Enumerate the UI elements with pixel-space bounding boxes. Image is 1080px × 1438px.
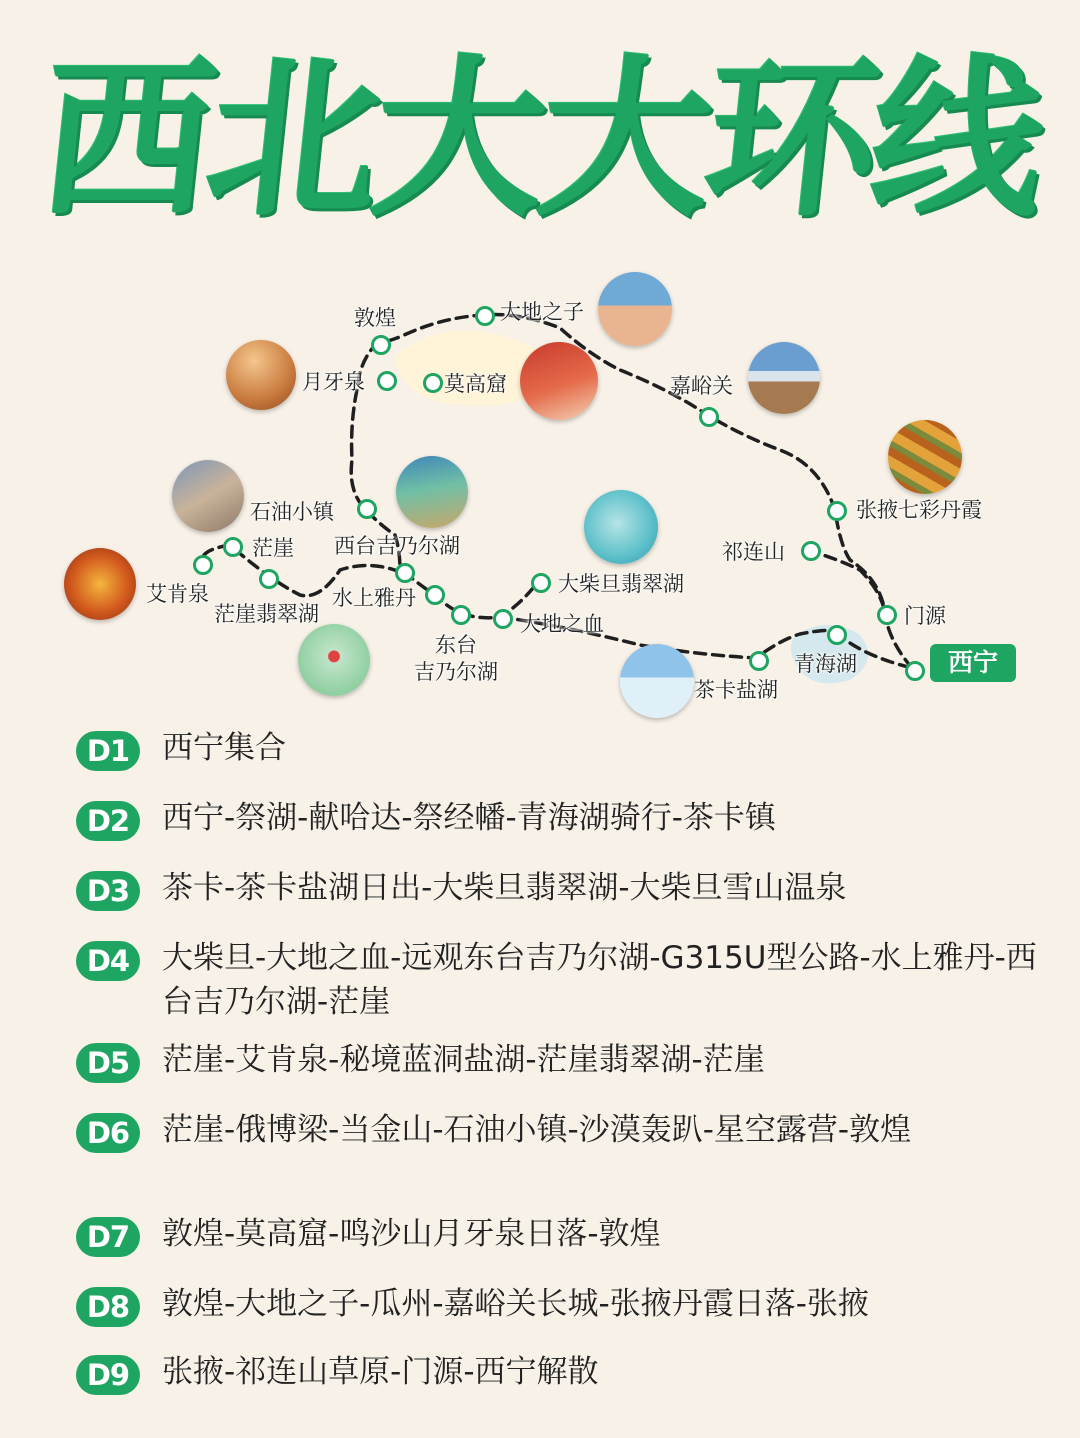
itinerary-item <box>76 866 1042 911</box>
day-text: 西宁集合 <box>162 730 286 766</box>
stop-xitai[interactable] <box>395 563 415 583</box>
stop-mangya[interactable] <box>223 537 243 557</box>
label-chakayanhu: 茶卡盐湖 <box>694 678 778 702</box>
day-badge: D3 <box>76 871 140 911</box>
itinerary-item <box>76 936 1042 1024</box>
label-mangya: 茫崖 <box>252 536 294 560</box>
day-badge: D7 <box>76 1217 140 1257</box>
itinerary-item <box>76 1038 1042 1083</box>
day-badge: D2 <box>76 801 140 841</box>
day-text: 茫崖-俄博梁-当金山-石油小镇-沙漠轰趴-星空露营-敦煌 <box>162 1112 912 1148</box>
label-aikenquan: 艾肯泉 <box>146 582 209 606</box>
label-yueyaquan: 月牙泉 <box>302 370 365 394</box>
itinerary-item <box>76 1350 1042 1395</box>
lake-aerial-photo <box>396 456 468 528</box>
itinerary-item <box>76 1108 1042 1153</box>
poster-title: 西北大大环线 <box>31 39 1049 240</box>
day-text: 茫崖-艾肯泉-秘境蓝洞盐湖-茫崖翡翠湖-茫崖 <box>162 1042 765 1078</box>
label-dunhuang: 敦煌 <box>354 306 396 330</box>
label-qinghaihu: 青海湖 <box>794 652 857 676</box>
desert-photo <box>226 340 296 410</box>
stop-qilianshan[interactable] <box>801 541 821 561</box>
stop-aikenquan[interactable] <box>193 555 213 575</box>
stop-dongtai[interactable] <box>451 605 471 625</box>
route-map <box>0 260 1080 730</box>
stop-mangyafeicuihu[interactable] <box>259 569 279 589</box>
day-text: 张掖-祁连山草原-门源-西宁解散 <box>162 1354 599 1390</box>
label-shiyouxiaozhen: 石油小镇 <box>250 500 334 524</box>
day-badge: D4 <box>76 941 140 981</box>
day-text: 西宁-祭湖-献哈达-祭经幡-青海湖骑行-茶卡镇 <box>162 800 776 836</box>
fortress-photo <box>748 342 820 414</box>
stop-qinghaihu[interactable] <box>827 625 847 645</box>
label-dachaidan: 大柴旦翡翠湖 <box>558 572 684 596</box>
day-text: 大柴旦-大地之血-远观东台吉乃尔湖-G315U型公路-水上雅丹-西台吉乃尔湖-茫崖 <box>162 940 1037 1020</box>
day-text: 茶卡-茶卡盐湖日出-大柴旦翡翠湖-大柴旦雪山温泉 <box>162 870 847 906</box>
itinerary-item <box>76 1282 1042 1327</box>
stop-shuishangyadan[interactable] <box>425 585 445 605</box>
day-badge: D1 <box>76 731 140 771</box>
stop-mogaoku[interactable] <box>423 373 443 393</box>
label-dongtai-line1: 东台 <box>435 633 477 657</box>
label-dadizhizi: 大地之子 <box>500 300 584 324</box>
stop-shiyouxiaozhen[interactable] <box>357 499 377 519</box>
day-text: 敦煌-大地之子-瓜州-嘉峪关长城-张掖丹霞日落-张掖 <box>162 1286 869 1322</box>
stop-jiayuguan[interactable] <box>699 407 719 427</box>
day-text: 敦煌-莫高窟-鸣沙山月牙泉日落-敦煌 <box>162 1216 661 1252</box>
day-badge: D8 <box>76 1287 140 1327</box>
pagoda-photo <box>520 342 598 420</box>
stop-chakayanhu[interactable] <box>749 651 769 671</box>
xining-badge: 西宁 <box>930 644 1016 682</box>
itinerary-item <box>76 1212 1042 1257</box>
label-shuishangyadan: 水上雅丹 <box>332 586 416 610</box>
stop-menyuan[interactable] <box>877 605 897 625</box>
sculpture-photo <box>598 272 672 346</box>
label-zhangye: 张掖七彩丹霞 <box>856 498 982 522</box>
stop-dadizhizi[interactable] <box>475 306 495 326</box>
stop-dunhuang[interactable] <box>371 335 391 355</box>
spring-photo <box>64 548 136 620</box>
danxia-photo <box>888 420 962 494</box>
day-badge: D5 <box>76 1043 140 1083</box>
label-dongtai-line2: 吉乃尔湖 <box>414 660 498 684</box>
salt-lake-photo <box>620 644 694 718</box>
label-xitai: 西台吉乃尔湖 <box>334 534 460 558</box>
itinerary-item <box>76 726 1042 771</box>
stop-xining[interactable] <box>905 661 925 681</box>
itinerary-item <box>76 796 1042 841</box>
label-mangyafeicuihu: 茫崖翡翠湖 <box>214 602 319 626</box>
label-mogaoku: 莫高窟 <box>444 372 507 396</box>
label-menyuan: 门源 <box>904 604 946 628</box>
stop-yueyaquan[interactable] <box>377 371 397 391</box>
stop-zhangye[interactable] <box>827 501 847 521</box>
stop-dadizhixue[interactable] <box>493 609 513 629</box>
label-jiayuguan: 嘉峪关 <box>670 374 733 398</box>
label-dadizhixue: 大地之血 <box>520 612 604 636</box>
label-qilianshan: 祁连山 <box>722 540 785 564</box>
stop-dachaidan[interactable] <box>531 573 551 593</box>
label-dongtai <box>404 632 508 686</box>
day-badge: D6 <box>76 1113 140 1153</box>
day-badge: D9 <box>76 1355 140 1395</box>
rock-photo <box>172 460 244 532</box>
green-lake-photo <box>298 624 370 696</box>
jade-lake-photo <box>584 490 658 564</box>
